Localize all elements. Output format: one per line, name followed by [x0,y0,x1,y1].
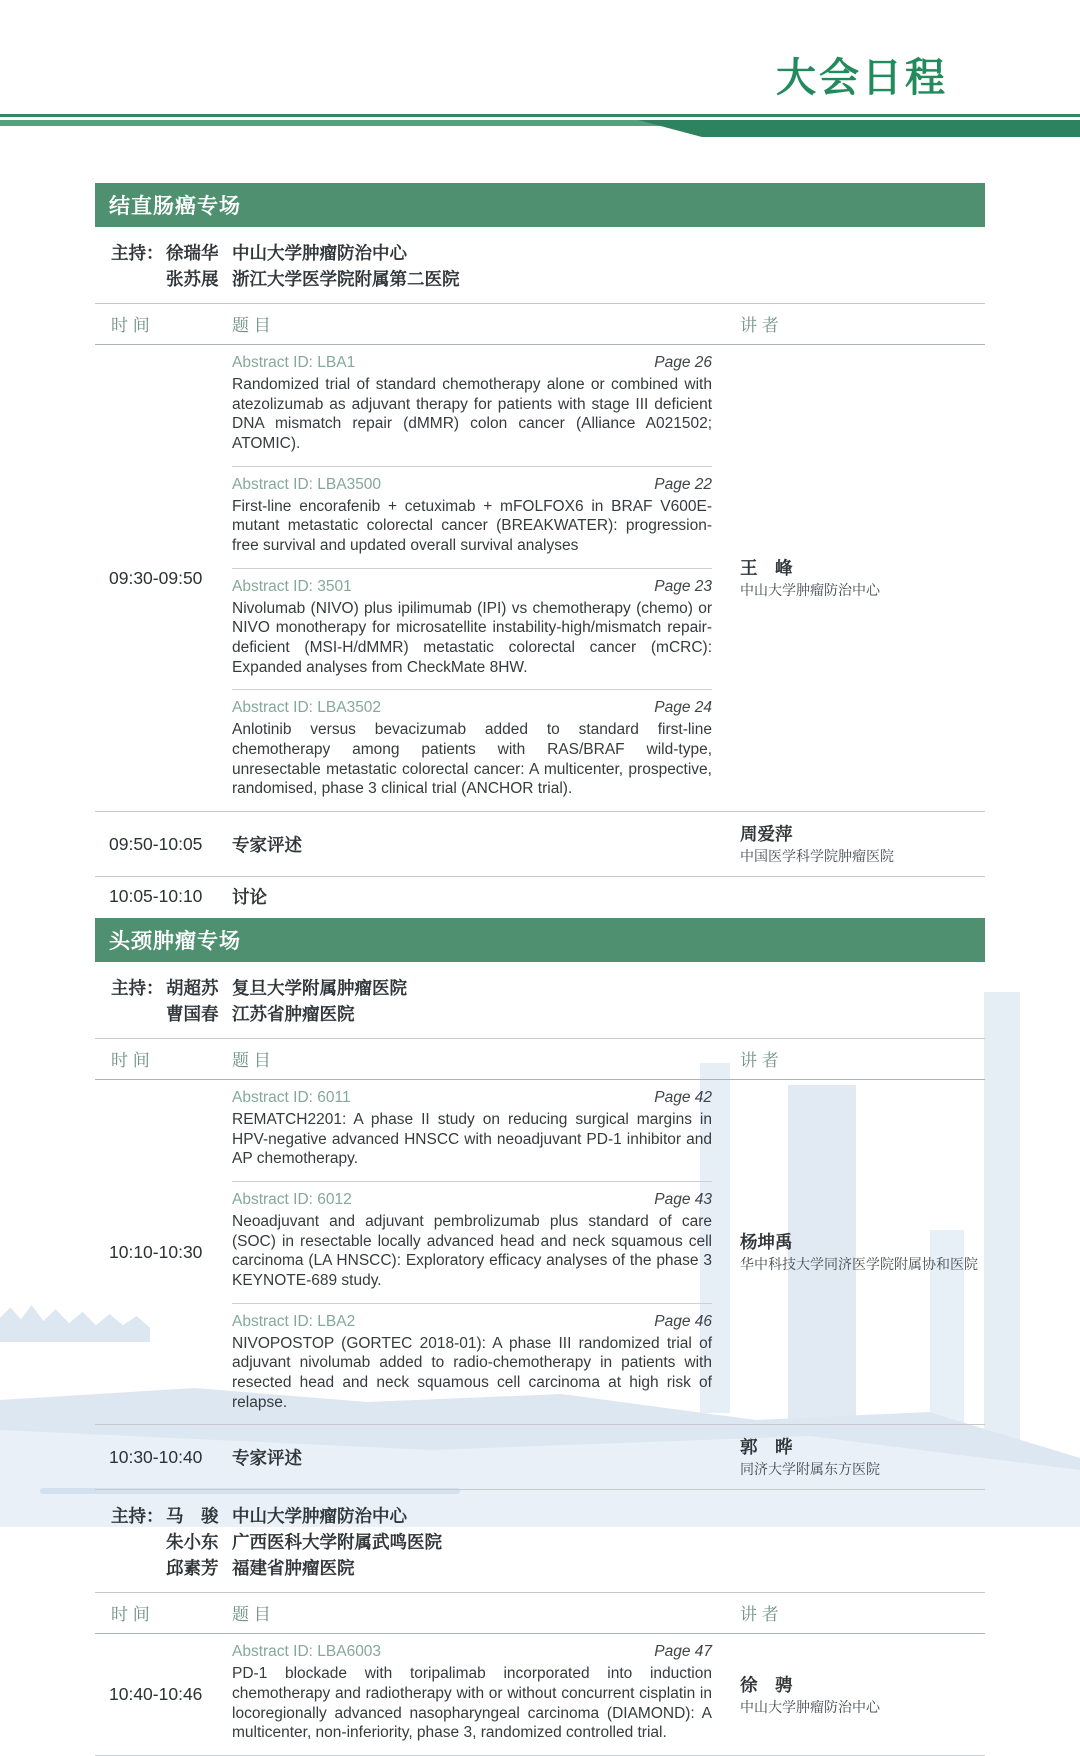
abstract-title: PD-1 blockade with toripalimab incorporated into induction chemotherapy and radiotherapy with or without concurrent cisplatin in locoregionally advanced nasopharyngeal carcinoma (DIAMOND): A multicenter, non-inferiority, phase 3, randomized controlled trial. [232,1665,712,1742]
schedule-row [95,1080,985,1425]
table-header [95,1593,985,1634]
title-cell: 专家评述 [232,1447,302,1468]
title-cell: 专家评述 [232,834,302,855]
page-header [0,0,1080,137]
schedule-row [95,877,985,918]
title-cell: 讨论 [232,887,267,908]
moderator-affiliation: 中山大学肿瘤防治中心 [232,1506,407,1527]
speaker-affiliation: 中国医学科学院肿瘤医院 [740,848,894,865]
abstract-item [232,345,712,466]
table-header [95,1039,985,1080]
abstract-page: Page 46 [654,1312,712,1330]
abstract-id: Abstract ID: 6012 [232,1191,352,1209]
speaker-cell [740,556,985,600]
abstract-id: Abstract ID: LBA3502 [232,699,382,717]
session-header-colorectal: 结直肠癌专场 [95,183,985,227]
abstract-id: Abstract ID: LBA3500 [232,475,382,493]
moderator-row [111,1529,985,1555]
table-header [95,304,985,345]
time-cell: 10:05-10:10 [109,886,203,907]
speaker-name: 郭 晔 [740,1437,793,1458]
abstract-title: First-line encorafenib + cetuximab + mFOLFOX6 in BRAF V600E-mutant metastatic colorectal cancer (BREAKWATER): progression-free survival and updated overall survival analyses [232,497,712,555]
speaker-name: 杨坤禹 [740,1232,793,1253]
speaker-name: 周爱萍 [740,824,793,845]
schedule-row [95,1634,985,1756]
abstract-title: Nivolumab (NIVO) plus ipilimumab (IPI) vs chemotherapy (chemo) or NIVO monotherapy for microsatellite instability-high/mismatch repair-deficient (MSI-H/dMMR) metastatic colorectal cancer (mCRC): Expanded analyses from CheckMate 8HW. [232,599,712,676]
moderator-affiliation: 中山大学肿瘤防治中心 [232,243,407,263]
abstract-page: Page 24 [654,699,712,717]
moderator-affiliation: 复旦大学附属肿瘤医院 [232,978,407,999]
column-speaker: 讲 者 [740,1605,779,1625]
column-time: 时 间 [111,1051,150,1071]
moderator-affiliation: 福建省肿瘤医院 [232,1558,355,1579]
abstract-id: Abstract ID: 6011 [232,1089,351,1107]
moderator-row [111,1001,985,1027]
abstract-id: Abstract ID: 3501 [232,577,352,595]
speaker-affiliation: 中山大学肿瘤防治中心 [740,582,880,599]
time-cell: 10:40-10:46 [109,1684,203,1705]
abstract-item [232,689,712,811]
abstract-title: Anlotinib versus bevacizumab added to standard first-line chemotherapy among patients with RAS/BRAF wild-type, unresectable metastatic colorectal cancer: A multicenter, prospective, randomised, phase 3 clinical trial (ANCHOR trial). [232,721,712,798]
moderator-name: 胡超苏 [166,978,219,999]
column-time: 时 间 [111,316,150,335]
moderator-row [111,975,985,1001]
abstract-title: REMATCH2201: A phase II study on reducing surgical margins in HPV-negative advanced HNSCC with neoadjuvant PD-1 inhibitor and AP chemotherapy. [232,1111,712,1168]
speaker-cell [740,1673,985,1717]
header-rule [0,114,1080,117]
column-speaker: 讲 者 [740,316,779,335]
speaker-cell [740,1230,985,1274]
abstract-page: Page 22 [654,475,712,493]
abstract-item [232,568,712,690]
abstract-id: Abstract ID: LBA2 [232,1312,356,1330]
schedule-row [95,812,985,877]
speaker-affiliation: 同济大学附属东方医院 [740,1461,880,1478]
schedule-row [95,1425,985,1490]
moderators-block [95,1490,985,1593]
moderators-block [95,227,985,304]
page-title: 大会日程 [776,56,948,100]
speaker-name: 徐 骋 [740,1674,793,1695]
moderator-name: 马 骏 [166,1506,219,1527]
abstract-item [232,1080,712,1181]
abstract-page: Page 23 [654,577,712,595]
title-cell [232,345,712,811]
speaker-name: 王 峰 [740,558,793,579]
moderator-affiliation: 广西医科大学附属武鸣医院 [232,1532,442,1553]
moderator-name: 曹国春 [166,1004,219,1025]
moderators-block [95,962,985,1039]
moderator-affiliation: 浙江大学医学院附属第二医院 [232,269,460,289]
speaker-cell [740,822,985,866]
abstract-id: Abstract ID: LBA1 [232,354,356,371]
time-cell: 09:50-10:05 [109,833,203,854]
column-time: 时 间 [111,1605,150,1625]
abstract-title: Randomized trial of standard chemotherapy alone or combined with atezolizumab as adjuvant therapy for patients with stage III deficient DNA mismatch repair (dMMR) colon cancer (Alliance A021502; ATOMIC). [232,376,712,453]
speaker-affiliation: 华中科技大学同济医学院附属协和医院 [740,1256,978,1273]
abstract-id: Abstract ID: LBA6003 [232,1643,382,1661]
header-band-right [638,120,1080,137]
moderator-affiliation: 江苏省肿瘤医院 [232,1004,355,1025]
abstract-page: Page 42 [654,1089,712,1107]
moderator-label: 主持： [111,1506,164,1527]
abstract-title: Neoadjuvant and adjuvant pembrolizumab plus standard of care (SOC) in resectable locally advanced head and neck squamous cell carcinoma (LA HNSCC): Exploratory efficacy analyses of the phase 3 KEYNOTE-689 study. [232,1213,712,1290]
moderator-name: 张苏展 [166,269,219,289]
speaker-cell [740,1435,985,1479]
time-cell: 10:30-10:40 [109,1446,203,1467]
abstract-page: Page 43 [654,1191,712,1209]
moderator-row [111,1555,985,1581]
session-header-head-neck: 头颈肿瘤专场 [95,918,985,962]
moderator-row [111,240,985,266]
column-speaker: 讲 者 [740,1051,779,1071]
abstract-item [232,1634,712,1755]
schedule-row [95,345,985,812]
header-band [0,120,1080,137]
title-cell [232,1080,712,1424]
speaker-affiliation: 中山大学肿瘤防治中心 [740,1698,880,1715]
abstract-item [232,1181,712,1303]
column-title: 题 目 [232,1051,271,1071]
moderator-row [111,1503,985,1529]
column-title: 题 目 [232,316,271,335]
abstract-item [232,466,712,568]
title-cell [232,1634,712,1755]
column-title: 题 目 [232,1605,271,1625]
abstract-item [232,1303,712,1425]
moderator-label: 主持： [111,243,164,263]
moderator-label: 主持： [111,978,164,999]
abstract-page: Page 26 [654,354,712,371]
moderator-name: 朱小东 [166,1532,219,1553]
time-cell: 09:30-09:50 [109,567,203,588]
abstract-title: NIVOPOSTOP (GORTEC 2018-01): A phase III randomized trial of adjuvant nivolumab added to radio-chemotherapy in patients with resected head and neck squamous cell carcinoma at high risk of relapse. [232,1334,712,1411]
abstract-page: Page 47 [654,1643,712,1661]
moderator-name: 邱素芳 [166,1558,219,1579]
header-band-left [0,120,668,126]
moderator-row [111,266,985,292]
moderator-name: 徐瑞华 [166,243,219,263]
time-cell: 10:10-10:30 [109,1241,203,1262]
